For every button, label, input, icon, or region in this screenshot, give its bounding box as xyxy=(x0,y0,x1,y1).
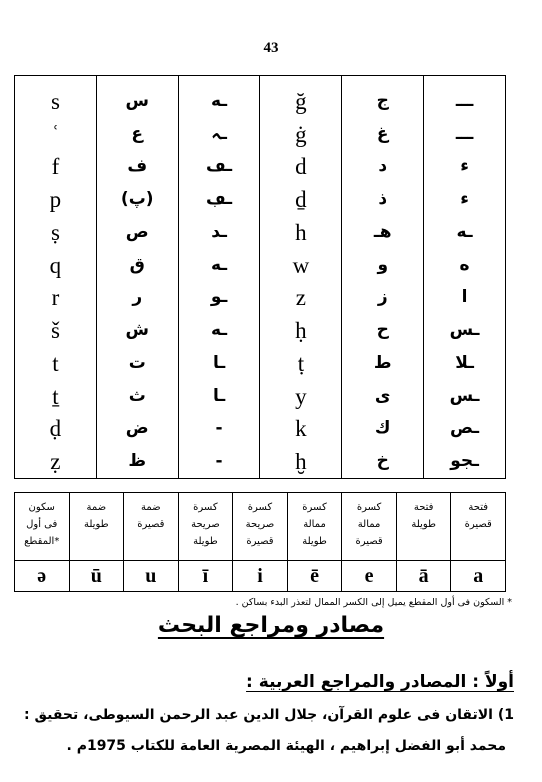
table-cell: ث xyxy=(128,385,146,406)
header-line: فى أول xyxy=(26,519,58,530)
vowel-table xyxy=(14,492,506,592)
table-cell: ـه xyxy=(211,90,228,111)
table-cell: ت xyxy=(128,352,146,373)
table-cell: - xyxy=(215,451,223,472)
table-cell: ـا xyxy=(212,352,226,373)
header-line: كسرة xyxy=(356,502,382,513)
table-cell: ṯ xyxy=(52,383,59,409)
table-cell: ـا xyxy=(212,385,226,406)
table-cell: ḥ xyxy=(295,318,307,344)
table-cell: ع xyxy=(131,123,144,144)
table-cell: ـه xyxy=(456,221,473,242)
header-line: صريحة xyxy=(191,519,220,530)
vowel-symbol: ū xyxy=(69,561,124,591)
vowel-symbol: ē xyxy=(287,561,342,591)
table-cell: ر xyxy=(132,287,143,308)
table-cell: ض xyxy=(125,418,149,439)
reference-line: محمد أبو الفضل إبراهيم ، الهيئة المصرية العامة للكتاب 1975م . xyxy=(66,738,506,754)
table-cell: ـه xyxy=(211,320,228,341)
table-cell: - xyxy=(215,418,223,439)
ottoman-column-2 xyxy=(423,76,505,478)
ottoman-column-1 xyxy=(178,76,260,478)
table-cell: ظ xyxy=(128,451,147,472)
table-cell: ġ xyxy=(295,121,307,147)
vowel-header-fatha-short xyxy=(450,493,505,560)
table-cell: k xyxy=(295,416,307,442)
table-cell: ẓ xyxy=(50,449,61,475)
header-line: فتحة xyxy=(413,502,434,513)
table-cell: ḍ xyxy=(49,416,62,442)
latin-column-2 xyxy=(259,76,341,478)
vowel-symbol: ə xyxy=(37,564,47,587)
header-line: ضمة xyxy=(141,502,161,513)
table-cell: ʿ xyxy=(51,121,60,147)
table-cell: ـو xyxy=(210,287,228,308)
table-cell: ـص xyxy=(450,418,480,439)
table-cell: r xyxy=(51,285,60,311)
table-cell: ـــ xyxy=(455,123,474,144)
vowel-header-sukun xyxy=(15,493,69,560)
table-cell: د xyxy=(378,156,388,177)
table-cell: q xyxy=(49,252,62,278)
arabic-column-1 xyxy=(96,76,178,478)
latin-column-1 xyxy=(15,76,96,478)
arabic-column-2 xyxy=(341,76,423,478)
vowel-header-kasra-sariha-long xyxy=(178,493,233,560)
table-cell: ى xyxy=(374,385,391,406)
header-line: كسرة xyxy=(247,502,273,513)
transliteration-table xyxy=(14,75,506,479)
header-line: ضمة xyxy=(86,502,107,513)
table-cell: ـلا xyxy=(455,352,474,373)
vowel-header-damma-long xyxy=(69,493,124,560)
table-cell: و xyxy=(377,254,389,275)
table-cell: ء xyxy=(460,156,469,177)
table-cell: ص xyxy=(125,221,149,242)
header-line: فتحة xyxy=(468,502,489,513)
table-cell: ا xyxy=(461,287,468,308)
table-cell: ء xyxy=(460,189,469,210)
table-cell: ح xyxy=(376,320,389,341)
header-line: صريحة xyxy=(245,519,275,530)
table-cell: d xyxy=(295,154,307,180)
sub-heading-text: أولاً : المصادر والمراجع العربية : xyxy=(246,672,514,692)
table-cell: ز xyxy=(377,287,388,308)
vowel-header-fatha-long xyxy=(396,493,451,560)
table-cell: ـس xyxy=(449,385,480,406)
header-line: طويلة xyxy=(302,536,327,547)
header-line: كسرة xyxy=(193,502,218,513)
section-title xyxy=(0,613,542,638)
table-cell: س xyxy=(125,90,149,111)
vowel-header-kasra-mumala-long xyxy=(287,493,342,560)
vowel-header-kasra-sariha-short xyxy=(232,493,287,560)
table-cell: p xyxy=(49,187,62,213)
header-line: كسرة xyxy=(302,502,327,513)
header-line: سكون xyxy=(28,502,55,513)
section-title-text: مصادر ومراجع البحث xyxy=(157,613,385,638)
table-cell: ذ xyxy=(378,189,388,210)
table-cell: ط xyxy=(373,352,392,373)
vowel-symbol-row xyxy=(15,561,505,591)
header-line: طويلة xyxy=(193,536,218,547)
table-cell: f xyxy=(51,154,60,180)
table-cell: ـہ xyxy=(211,123,227,144)
page-number: 43 xyxy=(263,40,279,56)
table-cell: ـــ xyxy=(455,90,474,111)
vowel-header-kasra-mumala-short xyxy=(341,493,396,560)
table-cell: ḫ xyxy=(295,449,307,475)
table-cell: ḏ xyxy=(295,187,307,213)
table-cell: ـد xyxy=(211,221,227,242)
vowel-symbol: a xyxy=(450,561,505,591)
table-cell: ـه xyxy=(211,254,228,275)
table-cell: خ xyxy=(376,451,389,472)
header-line: طويلة xyxy=(411,519,436,530)
header-line: قصيرة xyxy=(464,519,492,530)
table-cell: s xyxy=(50,88,60,114)
vowel-symbol: u xyxy=(123,561,178,591)
table-cell: š xyxy=(50,318,60,344)
table-cell: ـجو xyxy=(450,451,479,472)
table-cell: ق xyxy=(129,254,145,275)
table-cell: y xyxy=(295,383,307,409)
vowel-symbol: i xyxy=(232,561,287,591)
vowel-symbol: ā xyxy=(396,561,451,591)
table-cell: ـس xyxy=(449,320,480,341)
sub-heading xyxy=(246,672,514,692)
footnote: * السكون فى أول المقطع يميل إلى الكسر الممال لتعذر البدء بساكن . xyxy=(235,597,512,608)
reference-line: 1) الاتقان فى علوم القرآن، جلال الدين عبد الرحمن السيوطى، تحقيق : xyxy=(24,707,514,723)
vowel-symbol: ī xyxy=(178,561,233,591)
header-line: ممالة xyxy=(303,519,326,530)
header-line: طويلة xyxy=(83,519,109,530)
table-cell: ش xyxy=(125,320,149,341)
header-line: قصيرة xyxy=(137,519,165,530)
table-cell: ṭ xyxy=(297,350,305,376)
header-line: المقطع* xyxy=(24,536,60,547)
table-cell: ṣ xyxy=(50,219,60,245)
table-cell: ج xyxy=(376,90,389,111)
header-line: ممالة xyxy=(357,519,381,530)
header-line: قصيرة xyxy=(246,536,274,547)
table-cell: (پ) xyxy=(120,189,154,210)
table-cell: z xyxy=(295,285,306,311)
table-cell: ـڢ xyxy=(206,189,233,210)
vowel-header-damma-short xyxy=(123,493,178,560)
table-cell: ğ xyxy=(295,88,307,114)
table-cell: ه xyxy=(459,254,470,275)
vowel-symbol: e xyxy=(341,561,396,591)
table-cell: h xyxy=(295,219,307,245)
table-cell: ـڡ xyxy=(206,156,233,177)
table-cell: ك xyxy=(374,418,391,439)
table-cell: هـ xyxy=(373,221,392,242)
table-cell: ف xyxy=(127,156,148,177)
table-cell: t xyxy=(52,350,59,376)
table-cell: w xyxy=(292,252,310,278)
table-cell: غ xyxy=(376,123,389,144)
header-line: قصيرة xyxy=(355,536,383,547)
vowel-header-row xyxy=(15,493,505,561)
